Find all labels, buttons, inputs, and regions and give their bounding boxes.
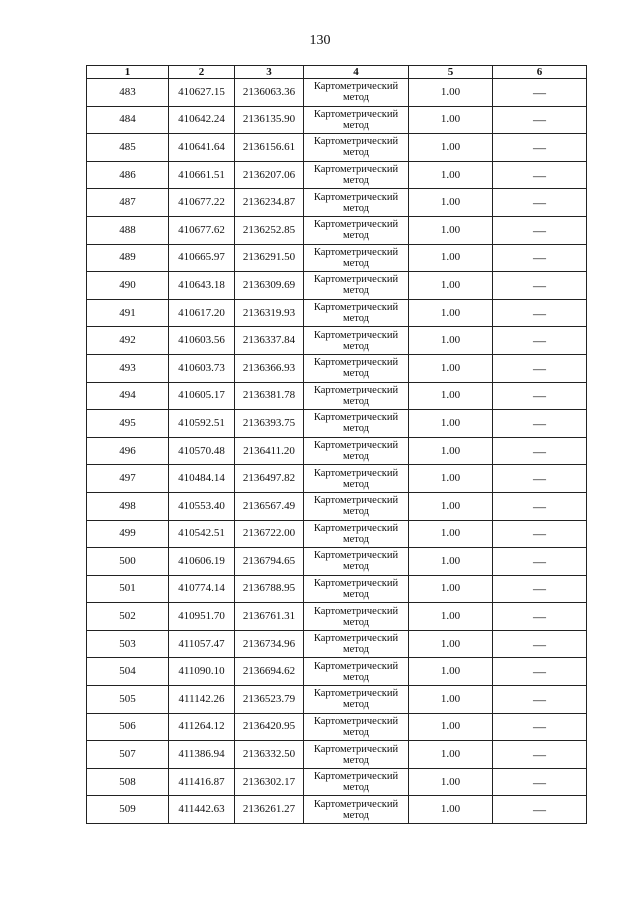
note-cell: — [493, 575, 587, 603]
method-cell: Картометрический метод [304, 161, 409, 189]
method-cell: Картометрический метод [304, 299, 409, 327]
accuracy-cell: 1.00 [409, 768, 493, 796]
accuracy-cell: 1.00 [409, 327, 493, 355]
note-cell: — [493, 713, 587, 741]
accuracy-cell: 1.00 [409, 603, 493, 631]
y-coordinate-cell: 2136794.65 [235, 548, 304, 576]
x-coordinate-cell: 410592.51 [169, 410, 235, 438]
note-cell: — [493, 161, 587, 189]
y-coordinate-cell: 2136309.69 [235, 272, 304, 300]
point-number-cell: 504 [87, 658, 169, 686]
point-number-cell: 509 [87, 796, 169, 824]
method-cell: Картометрический метод [304, 106, 409, 134]
x-coordinate-cell: 410951.70 [169, 603, 235, 631]
table-row [87, 299, 587, 327]
y-coordinate-cell: 2136156.61 [235, 134, 304, 162]
point-number-cell: 506 [87, 713, 169, 741]
method-cell: Картометрический метод [304, 79, 409, 107]
point-number-cell: 496 [87, 437, 169, 465]
accuracy-cell: 1.00 [409, 106, 493, 134]
point-number-cell: 502 [87, 603, 169, 631]
note-cell: — [493, 244, 587, 272]
accuracy-cell: 1.00 [409, 465, 493, 493]
table-header-row [87, 66, 587, 79]
table-row [87, 327, 587, 355]
table-row [87, 603, 587, 631]
y-coordinate-cell: 2136694.62 [235, 658, 304, 686]
y-coordinate-cell: 2136319.93 [235, 299, 304, 327]
table-row [87, 134, 587, 162]
point-number-cell: 487 [87, 189, 169, 217]
accuracy-cell: 1.00 [409, 161, 493, 189]
accuracy-cell: 1.00 [409, 216, 493, 244]
x-coordinate-cell: 411090.10 [169, 658, 235, 686]
x-coordinate-cell: 410617.20 [169, 299, 235, 327]
accuracy-cell: 1.00 [409, 492, 493, 520]
method-cell: Картометрический метод [304, 216, 409, 244]
table-row [87, 741, 587, 769]
table-row [87, 548, 587, 576]
accuracy-cell: 1.00 [409, 244, 493, 272]
accuracy-cell: 1.00 [409, 272, 493, 300]
x-coordinate-cell: 411416.87 [169, 768, 235, 796]
y-coordinate-cell: 2136366.93 [235, 354, 304, 382]
y-coordinate-cell: 2136234.87 [235, 189, 304, 217]
x-coordinate-cell: 411386.94 [169, 741, 235, 769]
x-coordinate-cell: 410484.14 [169, 465, 235, 493]
y-coordinate-cell: 2136291.50 [235, 244, 304, 272]
y-coordinate-cell: 2136788.95 [235, 575, 304, 603]
point-number-cell: 497 [87, 465, 169, 493]
accuracy-cell: 1.00 [409, 354, 493, 382]
method-cell: Картометрический метод [304, 492, 409, 520]
method-cell: Картометрический метод [304, 134, 409, 162]
table-row [87, 189, 587, 217]
x-coordinate-cell: 410553.40 [169, 492, 235, 520]
table-row [87, 465, 587, 493]
x-coordinate-cell: 410605.17 [169, 382, 235, 410]
note-cell: — [493, 520, 587, 548]
point-number-cell: 485 [87, 134, 169, 162]
y-coordinate-cell: 2136207.06 [235, 161, 304, 189]
accuracy-cell: 1.00 [409, 658, 493, 686]
point-number-cell: 493 [87, 354, 169, 382]
method-cell: Картометрический метод [304, 548, 409, 576]
x-coordinate-cell: 410570.48 [169, 437, 235, 465]
point-number-cell: 507 [87, 741, 169, 769]
note-cell: — [493, 382, 587, 410]
accuracy-cell: 1.00 [409, 713, 493, 741]
table-row [87, 575, 587, 603]
coordinates-table [86, 65, 587, 824]
note-cell: — [493, 410, 587, 438]
note-cell: — [493, 630, 587, 658]
table-row [87, 796, 587, 824]
y-coordinate-cell: 2136252.85 [235, 216, 304, 244]
point-number-cell: 499 [87, 520, 169, 548]
note-cell: — [493, 327, 587, 355]
x-coordinate-cell: 410665.97 [169, 244, 235, 272]
method-cell: Картометрический метод [304, 796, 409, 824]
method-cell: Картометрический метод [304, 465, 409, 493]
column-header: 4 [304, 66, 409, 79]
table-row [87, 768, 587, 796]
table-row [87, 630, 587, 658]
page-number: 130 [309, 33, 331, 48]
note-cell: — [493, 686, 587, 714]
table-row [87, 713, 587, 741]
method-cell: Картометрический метод [304, 658, 409, 686]
point-number-cell: 488 [87, 216, 169, 244]
accuracy-cell: 1.00 [409, 410, 493, 438]
y-coordinate-cell: 2136420.95 [235, 713, 304, 741]
note-cell: — [493, 741, 587, 769]
note-cell: — [493, 79, 587, 107]
table-row [87, 354, 587, 382]
method-cell: Картометрический метод [304, 382, 409, 410]
table-row [87, 520, 587, 548]
point-number-cell: 483 [87, 79, 169, 107]
column-header: 1 [87, 66, 169, 79]
point-number-cell: 501 [87, 575, 169, 603]
method-cell: Картометрический метод [304, 713, 409, 741]
accuracy-cell: 1.00 [409, 796, 493, 824]
method-cell: Картометрический метод [304, 686, 409, 714]
note-cell: — [493, 299, 587, 327]
y-coordinate-cell: 2136761.31 [235, 603, 304, 631]
accuracy-cell: 1.00 [409, 299, 493, 327]
method-cell: Картометрический метод [304, 768, 409, 796]
table-row [87, 216, 587, 244]
table-body [87, 79, 587, 824]
method-cell: Картометрический метод [304, 272, 409, 300]
x-coordinate-cell: 410643.18 [169, 272, 235, 300]
y-coordinate-cell: 2136302.17 [235, 768, 304, 796]
x-coordinate-cell: 411057.47 [169, 630, 235, 658]
x-coordinate-cell: 411442.63 [169, 796, 235, 824]
method-cell: Картометрический метод [304, 327, 409, 355]
y-coordinate-cell: 2136722.00 [235, 520, 304, 548]
y-coordinate-cell: 2136393.75 [235, 410, 304, 438]
column-header: 2 [169, 66, 235, 79]
x-coordinate-cell: 410677.22 [169, 189, 235, 217]
y-coordinate-cell: 2136337.84 [235, 327, 304, 355]
point-number-cell: 489 [87, 244, 169, 272]
column-header: 5 [409, 66, 493, 79]
x-coordinate-cell: 410677.62 [169, 216, 235, 244]
y-coordinate-cell: 2136332.50 [235, 741, 304, 769]
accuracy-cell: 1.00 [409, 382, 493, 410]
note-cell: — [493, 796, 587, 824]
method-cell: Картометрический метод [304, 575, 409, 603]
note-cell: — [493, 216, 587, 244]
y-coordinate-cell: 2136135.90 [235, 106, 304, 134]
accuracy-cell: 1.00 [409, 575, 493, 603]
point-number-cell: 505 [87, 686, 169, 714]
method-cell: Картометрический метод [304, 410, 409, 438]
x-coordinate-cell: 410603.56 [169, 327, 235, 355]
method-cell: Картометрический метод [304, 741, 409, 769]
accuracy-cell: 1.00 [409, 79, 493, 107]
method-cell: Картометрический метод [304, 354, 409, 382]
accuracy-cell: 1.00 [409, 520, 493, 548]
table-row [87, 79, 587, 107]
note-cell: — [493, 272, 587, 300]
x-coordinate-cell: 411264.12 [169, 713, 235, 741]
point-number-cell: 491 [87, 299, 169, 327]
method-cell: Картометрический метод [304, 603, 409, 631]
x-coordinate-cell: 410603.73 [169, 354, 235, 382]
accuracy-cell: 1.00 [409, 189, 493, 217]
x-coordinate-cell: 410642.24 [169, 106, 235, 134]
table-row [87, 686, 587, 714]
method-cell: Картометрический метод [304, 244, 409, 272]
y-coordinate-cell: 2136261.27 [235, 796, 304, 824]
table-row [87, 492, 587, 520]
point-number-cell: 486 [87, 161, 169, 189]
column-header: 6 [493, 66, 587, 79]
x-coordinate-cell: 410661.51 [169, 161, 235, 189]
table-row [87, 161, 587, 189]
table-row [87, 244, 587, 272]
table-row [87, 272, 587, 300]
y-coordinate-cell: 2136411.20 [235, 437, 304, 465]
point-number-cell: 503 [87, 630, 169, 658]
point-number-cell: 492 [87, 327, 169, 355]
x-coordinate-cell: 410774.14 [169, 575, 235, 603]
note-cell: — [493, 106, 587, 134]
note-cell: — [493, 437, 587, 465]
point-number-cell: 498 [87, 492, 169, 520]
accuracy-cell: 1.00 [409, 741, 493, 769]
accuracy-cell: 1.00 [409, 630, 493, 658]
x-coordinate-cell: 410627.15 [169, 79, 235, 107]
y-coordinate-cell: 2136063.36 [235, 79, 304, 107]
point-number-cell: 500 [87, 548, 169, 576]
column-header: 3 [235, 66, 304, 79]
note-cell: — [493, 465, 587, 493]
method-cell: Картометрический метод [304, 520, 409, 548]
x-coordinate-cell: 411142.26 [169, 686, 235, 714]
table-row [87, 382, 587, 410]
table-row [87, 437, 587, 465]
note-cell: — [493, 354, 587, 382]
y-coordinate-cell: 2136497.82 [235, 465, 304, 493]
method-cell: Картометрический метод [304, 189, 409, 217]
accuracy-cell: 1.00 [409, 134, 493, 162]
x-coordinate-cell: 410641.64 [169, 134, 235, 162]
point-number-cell: 508 [87, 768, 169, 796]
table-row [87, 106, 587, 134]
y-coordinate-cell: 2136523.79 [235, 686, 304, 714]
note-cell: — [493, 492, 587, 520]
table-row [87, 410, 587, 438]
note-cell: — [493, 189, 587, 217]
accuracy-cell: 1.00 [409, 686, 493, 714]
y-coordinate-cell: 2136734.96 [235, 630, 304, 658]
method-cell: Картометрический метод [304, 437, 409, 465]
point-number-cell: 484 [87, 106, 169, 134]
method-cell: Картометрический метод [304, 630, 409, 658]
note-cell: — [493, 768, 587, 796]
note-cell: — [493, 134, 587, 162]
table-row [87, 658, 587, 686]
x-coordinate-cell: 410606.19 [169, 548, 235, 576]
accuracy-cell: 1.00 [409, 548, 493, 576]
note-cell: — [493, 658, 587, 686]
point-number-cell: 495 [87, 410, 169, 438]
point-number-cell: 490 [87, 272, 169, 300]
y-coordinate-cell: 2136381.78 [235, 382, 304, 410]
point-number-cell: 494 [87, 382, 169, 410]
note-cell: — [493, 548, 587, 576]
accuracy-cell: 1.00 [409, 437, 493, 465]
note-cell: — [493, 603, 587, 631]
x-coordinate-cell: 410542.51 [169, 520, 235, 548]
y-coordinate-cell: 2136567.49 [235, 492, 304, 520]
